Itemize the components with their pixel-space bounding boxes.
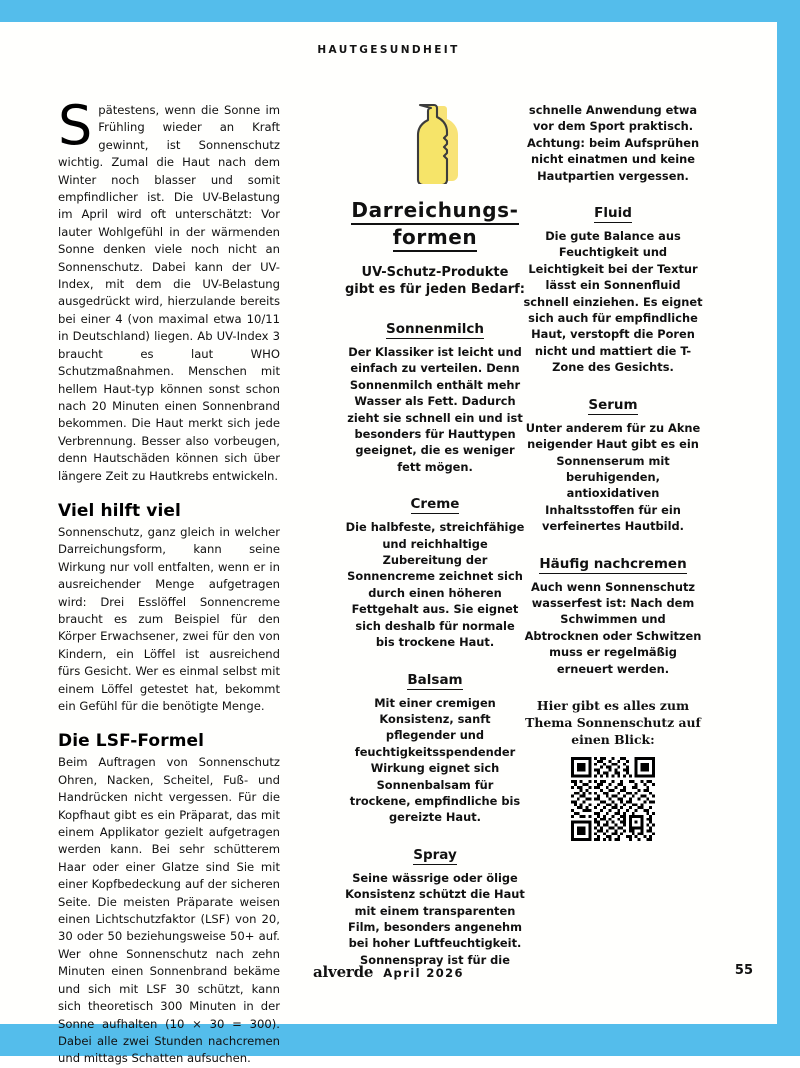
product-heading-serum — [523, 396, 703, 415]
product-body-sonnenmilch: Der Klassiker ist leicht und einfach zu verteilen. Denn Sonnenmilch enthält mehr Wasser als Fett. Dadurch zieht sie schnell ein und ist besonders für Hauttypen geeignet, die es weniger fett mögen. — [347, 345, 523, 474]
product-item-sonnenmilch — [345, 320, 525, 475]
product-body-creme: Die halbfeste, streichfähige und reichhaltige Zubereitung der Sonnencreme zeichnet sich durch einen höheren Fettgehalt aus. Sie eignet sich deshalb für normale bis trockene Haut. — [345, 520, 525, 650]
issue-date: April 2026 — [383, 966, 464, 980]
magazine-page — [0, 22, 777, 1066]
sidebar-kicker-line-2: formen — [393, 225, 478, 252]
product-body-haeufig-nachcremen: Auch wenn Sonnenschutz wasserfest ist: Nach dem Schwimmen und Abtrocknen oder Schwitzen muss er regelmäßig erneuert werden. — [524, 579, 702, 676]
qr-promo-block — [523, 697, 703, 845]
product-item-serum — [523, 396, 703, 535]
product-body-spray: Seine wässrige oder ölige Konsistenz schützt die Haut mit einem transparenten Film, besonders angenehm bei hoher Luftfeuchtigkeit. Sonnenspray ist für die — [345, 870, 525, 967]
sunscreen-bottle-icon — [406, 102, 464, 184]
product-item-spray — [345, 846, 525, 968]
product-heading-sonnenmilch-text: Sonnenmilch — [386, 321, 484, 337]
product-heading-balsam-text: Balsam — [407, 671, 463, 688]
section-body-viel-hilft-viel: Sonnenschutz, ganz gleich in welcher Darreichungsform, kann seine Wirkung nur voll entfalten, wenn er in ausreichender Menge aufgetragen wird: Drei Esslöffel Sonnencreme braucht es zum Beispiel für den Körper Erwachsener, zwei für den von Kindern, ein Löffel ist ausreichend fürs Gesicht. Wer es einmal selbst mit einem Löffel getestet hat, bekommt ein Gefühl für die benötigte Menge. — [58, 524, 280, 713]
brand-name: alverde — [313, 963, 374, 981]
product-body-fluid: Die gute Balance aus Feuchtigkeit und Leichtigkeit bei der Textur lässt ein Sonnenfluid schnell einziehen. Es eignet sich auch für empfindliche Haut, verstopft die Poren nicht und mattiert die T-Zone des Gesichts. — [523, 229, 703, 375]
qr-caption: Hier gibt es alles zum Thema Sonnenschutz auf einen Blick: — [525, 697, 701, 747]
product-heading-serum-text: Serum — [588, 396, 638, 413]
product-body-spray-continuation: schnelle Anwendung etwa vor dem Sport praktisch. Achtung: beim Aufsprühen nicht einatmen und keine Hautpartien vergessen. — [526, 103, 700, 183]
top-accent-band — [0, 0, 800, 22]
article-columns — [0, 94, 777, 1066]
sidebar-standfirst: UV-Schutz-Produkte gibt es für jeden Bedarf: — [345, 265, 525, 297]
column-middle — [345, 102, 525, 988]
product-item-haeufig-nachcremen — [523, 555, 703, 677]
product-heading-spray — [345, 846, 525, 865]
sidebar-kicker-line-1: Darreichungs- — [351, 198, 518, 225]
product-heading-creme — [345, 495, 525, 514]
product-heading-haeufig-nachcremen-text: Häufig nachcremen — [539, 555, 687, 572]
product-heading-fluid-text: Fluid — [594, 205, 632, 222]
qr-code-icon[interactable] — [571, 757, 655, 841]
page-number: 55 — [734, 963, 753, 978]
product-heading-fluid — [523, 204, 703, 223]
product-heading-creme-text: Creme — [410, 496, 460, 513]
page-footer — [0, 962, 777, 982]
product-heading-spray-text: Spray — [413, 846, 457, 863]
column-right — [523, 102, 703, 845]
product-heading-balsam — [345, 671, 525, 690]
footer-imprint — [0, 962, 777, 981]
product-item-creme — [345, 495, 525, 650]
product-item-fluid — [523, 204, 703, 376]
product-body-serum: Unter anderem für zu Akne neigender Haut gibt es ein Sonnenserum mit beruhigenden, antioxidativen Inhaltsstoffen für ein verfeinertes Hautbild. — [525, 420, 701, 534]
intro-paragraph-text: pätestens, wenn die Sonne im Frühling wieder an Kraft gewinnt, ist Sonnenschutz wichtig. Zumal die Haut nach dem Winter noch blasser und somit empfindlicher ist. Die UV-Belastung im April wird oft unterschätzt: Vor lauter Wohlgefühl in der wärmenden Sonne denken viele noch nicht an Sonnenschutz. Dabei kann der UV-Index, mit dem die UV-Belastung ausgedrückt wird, hierzulande bereits bei einer 4 (von maximal etwa 10/11 in Deutschland) liegen. Ab UV-Index 3 braucht es laut WHO Schutzmaßnahmen. Menschen mit hellem Haut-typ können sonst schon nach 20 Minuten einen Sonnenbrand bekommen. Die Haut merkt sich jede Verbrennung. Besser also vorbeugen, denn Hautschäden können sich über längere Zeit zu Hautkrebs entwickeln. — [58, 103, 280, 483]
running-head: HAUTGESUNDHEIT — [317, 44, 460, 56]
product-heading-sonnenmilch — [345, 320, 525, 339]
section-heading-die-lsf-formel: Die LSF-Formel — [58, 731, 205, 752]
intro-paragraph — [58, 94, 280, 485]
bottle-illustration — [345, 102, 525, 188]
sidebar-kicker — [345, 198, 525, 252]
section-body-die-lsf-formel: Beim Auftragen von Sonnenschutz Ohren, Nacken, Scheitel, Fuß- und Handrücken nicht vergessen. Für die Kopfhaut gibt es ein Präparat, das mit einem Applikator gezielt aufgetragen werden kann. Bei sehr schütterem Haar oder einer Glatze sind Sie mit einer Kopfbedeckung auf der sicheren Seite. Die meisten Präparate weisen einen Lichtschutzfaktor (LSF) von 20, 30 oder 50 beziehungsweise 50+ auf. Wer ohne Sonnenschutz nach zehn Minuten einen Sonnenbrand bekäme und sich mit LSF 30 schützt, kann sich theoretisch 300 Minuten in der Sonne aufhalten (10 × 30 = 300). Dabei alle zwei Stunden nachcremen und mittags Schatten aufsuchen. — [58, 755, 280, 1066]
section-heading-viel-hilft-viel: Viel hilft viel — [58, 500, 181, 521]
product-body-balsam: Mit einer cremigen Konsistenz, sanft pflegender und feuchtigkeitsspendender Wirkung eignet sich Sonnenbalsam für trockene, empfindliche bis gereizte Haut. — [349, 695, 521, 825]
product-item-balsam — [345, 671, 525, 826]
product-heading-haeufig-nachcremen — [523, 555, 703, 574]
drop-cap: S — [58, 94, 93, 157]
right-accent-band — [777, 0, 800, 1056]
column-left — [58, 94, 280, 1068]
